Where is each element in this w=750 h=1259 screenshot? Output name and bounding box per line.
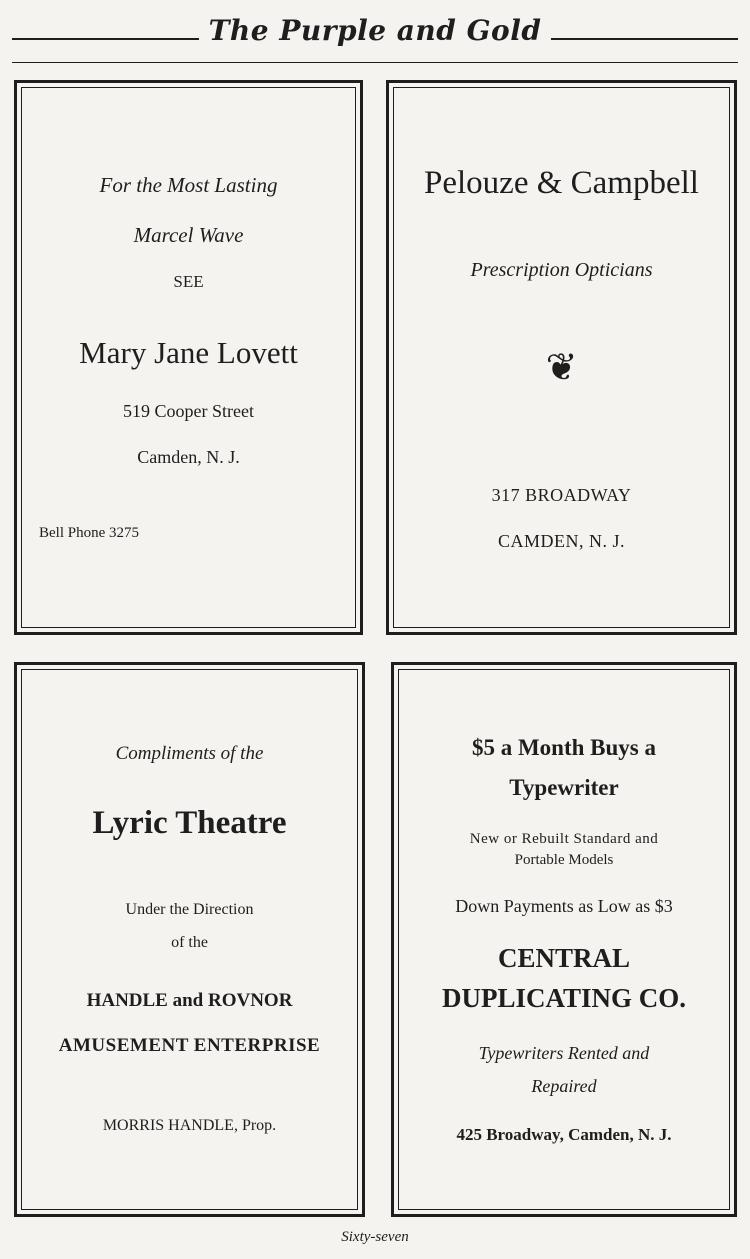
central-address: 425 Broadway, Camden, N. J. <box>456 1125 672 1144</box>
lovett-line1: For the Most Lasting <box>99 173 278 197</box>
lovett-see: SEE <box>173 272 204 291</box>
central-headline1: $5 a Month Buys a <box>471 735 657 760</box>
central-name2: DUPLICATING CO. <box>441 983 686 1013</box>
pelouze-city: CAMDEN, N. J. <box>497 531 625 551</box>
lovett-address: 519 Cooper Street <box>123 401 254 421</box>
lyric-line4: HANDLE and ROVNOR <box>86 990 293 1011</box>
central-models2: Portable Models <box>514 852 614 868</box>
pelouze-tagline: Prescription Opticians <box>470 259 653 281</box>
lyric-line1: Compliments of the <box>115 743 264 764</box>
lovett-city: Camden, N. J. <box>137 447 240 467</box>
page-header <box>0 0 750 70</box>
ad-lyric <box>14 662 365 1217</box>
central-rent2: Repaired <box>531 1076 597 1096</box>
central-rent1: Typewriters Rented and <box>478 1043 650 1063</box>
lyric-prop: MORRIS HANDLE, Prop. <box>102 1117 277 1134</box>
lyric-name: Lyric Theatre <box>92 805 287 841</box>
header-title-text: The Purple and Gold <box>199 14 552 47</box>
pelouze-name: Pelouze & Campbell <box>424 165 699 201</box>
header-rule-bottom <box>12 62 738 63</box>
ad-lovett <box>14 80 363 635</box>
header-title <box>0 14 750 47</box>
central-name1: CENTRAL <box>497 943 631 973</box>
lovett-line2: Marcel Wave <box>133 223 244 247</box>
lyric-line2: Under the Direction <box>125 901 254 918</box>
pelouze-address: 317 BROADWAY <box>491 485 632 505</box>
lovett-phone: Bell Phone 3275 <box>39 525 139 541</box>
central-headline2: Typewriter <box>509 775 619 800</box>
central-models1: New or Rebuilt Standard and <box>469 831 659 847</box>
ad-central <box>391 662 737 1217</box>
ad-pelouze <box>386 80 737 635</box>
lyric-line3: of the <box>171 934 208 951</box>
central-down: Down Payments as Low as $3 <box>455 896 673 916</box>
lovett-name: Mary Jane Lovett <box>79 335 298 370</box>
lyric-line5: AMUSEMENT ENTERPRISE <box>58 1035 321 1056</box>
ornament-icon: ❦ <box>545 347 578 389</box>
page-number: Sixty-seven <box>341 1229 409 1245</box>
